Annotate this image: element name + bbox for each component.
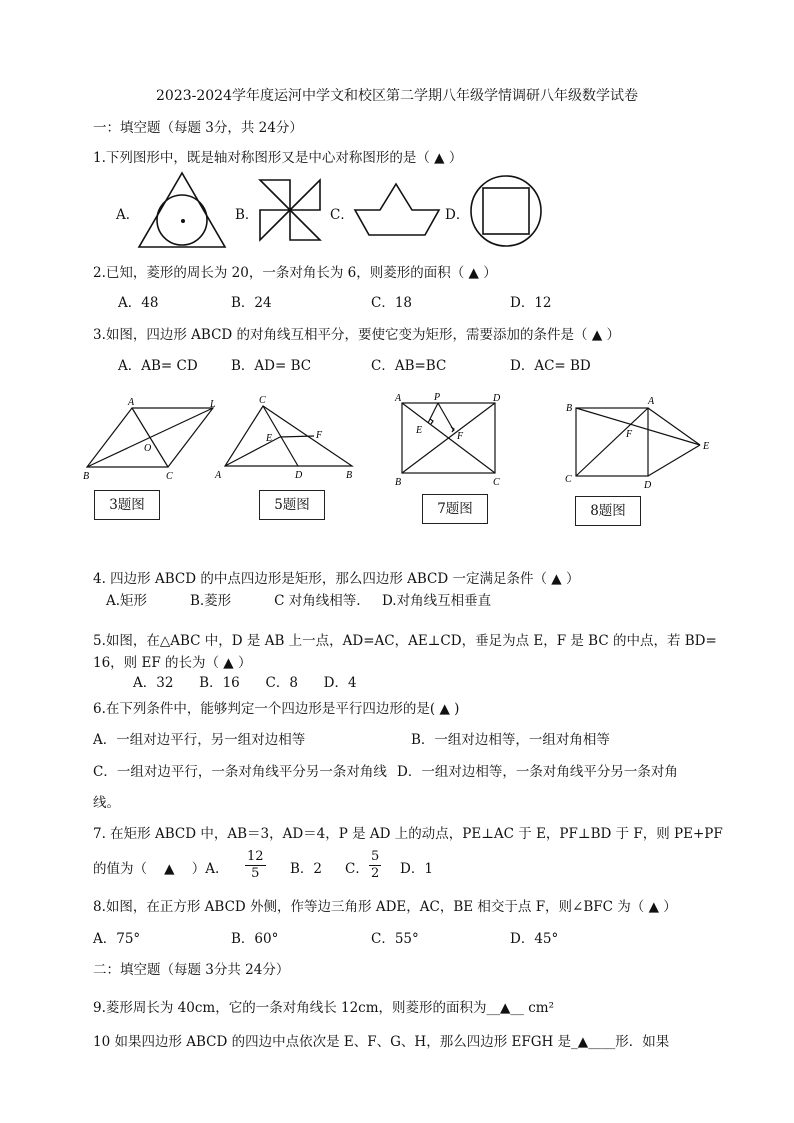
q10-stem: 10 如果四边形 ABCD 的四边中点依次是 E、F、G、H，那么四边形 EFGH 是_▲____形．如果 (93, 1034, 670, 1050)
fig8-label-a: A (648, 396, 655, 407)
q6-option-d: D．一组对边相等，一条对角线平分另一条对角 (397, 764, 678, 780)
q2-option-b: B．24 (231, 295, 272, 311)
section-2-heading: 二：填空题（每题 3分共 24分） (93, 962, 290, 978)
fig5-label-a: A (215, 470, 222, 481)
figure-3-parallelogram (80, 396, 230, 484)
q1-figure-b-pinwheel (256, 178, 324, 242)
q1-option-a-label: A． (116, 207, 140, 223)
fig5-label-e: E (266, 433, 273, 444)
fig7-label-f: F (457, 431, 464, 442)
fig8-label-f: F (626, 429, 633, 440)
q7-option-a-fraction (245, 849, 266, 882)
q4-stem: 4. 四边形 ABCD 的中点四边形是矩形，那么四边形 ABCD 一定满足条件（ ▲ ） (93, 571, 580, 587)
fig5-label-b: B (346, 470, 353, 481)
fig3-label-c: C (166, 471, 173, 482)
fig3-label-a: A (128, 397, 135, 408)
fig7-label-p: P (434, 392, 441, 403)
fig3-label-o: O (144, 443, 152, 454)
fig7-label-e: E (416, 425, 423, 436)
q6-option-c: C．一组对边平行，一条对角线平分另一条对角线 (93, 764, 387, 780)
q8-stem: 8.如图，在正方形 ABCD 外侧，作等边三角形 ADE，AC，BE 相交于点 F，则∠BFC 为（ ▲ ） (93, 899, 677, 915)
q7-option-c-fraction (369, 849, 381, 882)
fig8-label-b: B (566, 403, 573, 414)
q3-option-c: C．AB=BC (371, 358, 447, 374)
q4-options: A.矩形 B.菱形 C 对角线相等. D.对角线互相垂直 (106, 593, 492, 609)
q7-stem-line1: 7. 在矩形 ABCD 中，AB＝3，AD＝4，P 是 AD 上的动点，PE⊥AC 于 E，PF⊥BD 于 F，则 PE+PF (93, 826, 723, 842)
figure-7-rectangle (390, 388, 508, 488)
q3-option-b: B．AD= BC (231, 358, 312, 374)
figure-8-square-triangle (560, 390, 720, 494)
q1-option-d-label: D． (445, 207, 470, 223)
q8-option-c: C．55° (371, 931, 419, 947)
q3-stem: 3.如图，四边形 ABCD 的对角线互相平分，要使它变为矩形，需要添加的条件是（ ▲ ） (93, 327, 620, 343)
fig5-label-c: C (259, 395, 266, 406)
fig8-label-c: C (565, 474, 572, 485)
q6-option-d-continued: 线。 (93, 795, 120, 811)
fig8-label-e: E (703, 441, 710, 452)
q8-option-a: A．75° (93, 931, 141, 947)
q1-option-c-label: C． (330, 207, 354, 223)
q6-option-a: A．一组对边平行，另一组对边相等 (93, 732, 306, 748)
q2-option-c: C．18 (371, 295, 413, 311)
fig3-label-b: B (83, 471, 90, 482)
figure-3-caption: 3题图 (94, 490, 160, 520)
q5-options: A．32 B．16 C．8 D．4 (133, 675, 357, 691)
q7-option-c-denominator: 2 (371, 866, 380, 881)
fig7-label-c: C (493, 477, 500, 488)
exam-title: 2023-2024学年度运河中学文和校区第二学期八年级学情调研八年级数学试卷 (156, 88, 638, 104)
fig5-label-f: F (316, 430, 323, 441)
figure-8-caption: 8题图 (575, 496, 641, 526)
fig3-label-l: L (210, 399, 216, 410)
q7-option-b: B．2 (290, 861, 323, 877)
q9-stem: 9.菱形周长为 40cm，它的一条对角线长 12cm，则菱形的面积为__▲__ cm² (93, 1000, 554, 1016)
fig7-label-d: D (493, 393, 501, 404)
q2-stem: 2.已知，菱形的周长为 20，一条对角长为 6，则菱形的面积（ ▲ ） (93, 265, 497, 281)
figure-5-caption: 5题图 (259, 490, 325, 520)
q3-option-a: A．AB= CD (118, 358, 198, 374)
q1-figure-a-triangle-circle (136, 170, 228, 250)
q7-option-c-label: C． (345, 861, 369, 877)
fig5-label-d: D (295, 470, 303, 481)
q7-option-a-numerator: 12 (247, 849, 264, 864)
fig7-label-a: A (395, 393, 402, 404)
q3-option-d: D．AC= BD (510, 358, 591, 374)
q1-stem: 1.下列图形中，既是轴对称图形又是中心对称图形的是（ ▲ ） (93, 150, 463, 166)
q7-option-c-numerator: 5 (371, 849, 380, 864)
q5-stem-line1: 5.如图，在△ABC 中，D 是 AB 上一点，AD=AC，AE⊥CD，垂足为点 E，F 是 BC 的中点，若 BD= (93, 633, 717, 649)
q6-option-b: B．一组对边相等，一组对角相等 (411, 732, 610, 748)
q2-option-d: D．12 (510, 295, 552, 311)
q2-option-a: A．48 (118, 295, 159, 311)
q8-option-d: D．45° (510, 931, 559, 947)
figure-7-caption: 7题图 (422, 494, 488, 524)
q7-option-a-denominator: 5 (251, 866, 260, 881)
q7-stem-line2: 的值为（ ▲ ）A. (93, 861, 220, 877)
q7-option-d: D．1 (400, 861, 433, 877)
fig8-label-d: D (644, 480, 652, 491)
q1-option-b-label: B． (235, 207, 259, 223)
q5-stem-line2: 16，则 EF 的长为（ ▲ ） (93, 655, 252, 671)
section-1-heading: 一：填空题（每题 3分，共 24分） (93, 120, 303, 136)
fig7-label-b: B (395, 477, 402, 488)
q1-figure-c-boat (352, 180, 442, 238)
q1-figure-d-circle-square (468, 173, 544, 249)
q8-option-b: B．60° (231, 931, 279, 947)
figure-5-triangle (210, 390, 360, 482)
q6-stem: 6.在下列条件中，能够判定一个四边形是平行四边形的是( ▲ ) (93, 701, 460, 717)
